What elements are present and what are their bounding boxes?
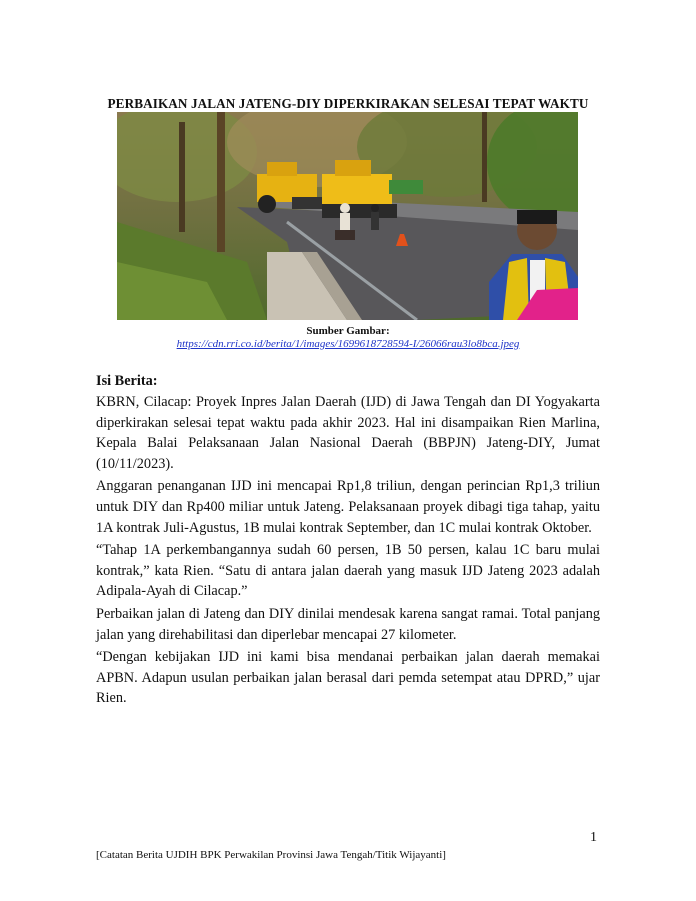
article-paragraph: Perbaikan jalan di Jateng dan DIY dinilai mendesak karena sangat ramai. Total panjang jalan yang direhabilitasi dan diperlebar mencapai 27 kilometer.: [96, 605, 600, 643]
page-title: PERBAIKAN JALAN JATENG-DIY DIPERKIRAKAN SELESAI TEPAT WAKTU: [107, 96, 589, 111]
section-heading: Isi Berita:: [96, 373, 158, 389]
article-body: [96, 392, 600, 711]
news-photo: [117, 112, 578, 320]
article-paragraph: Anggaran penanganan IJD ini mencapai Rp1,8 triliun, dengan perincian Rp1,3 triliun untuk DIY dan Rp400 miliar untuk Jateng. Pelaksanaan proyek dibagi tiga tahap, yaitu 1A kontrak Juli-Agustus, 1B mulai kontrak September, dan 1C mulai kontrak Oktober.: [96, 478, 600, 536]
road-repair-photo-illustration: [117, 112, 578, 320]
image-source-label: Sumber Gambar:: [306, 325, 390, 337]
article-paragraph: KBRN, Cilacap: Proyek Inpres Jalan Daerah (IJD) di Jawa Tengah dan DI Yogyakarta diperkirakan selesai tepat waktu pada akhir 2023. Hal ini disampaikan Rien Marlina, Kepala Balai Pelaksanaan Jalan Nasional Daerah (BBPJN) Jateng-DIY, Jumat (10/11/2023).: [96, 394, 600, 472]
image-source-link[interactable]: https://cdn.rri.co.id/berita/1/images/1699618728594-I/26066rau3lo8bca.jpeg: [176, 338, 520, 350]
article-paragraph: “Dengan kebijakan IJD ini kami bisa mendanai perbaikan jalan daerah memakai APBN. Adapun usulan perbaikan jalan berasal dari pemda setempat atau DPRD,” ujar Rien.: [96, 649, 600, 707]
footer-note: [Catatan Berita UJDIH BPK Perwakilan Provinsi Jawa Tengah/Titik Wijayanti]: [96, 849, 446, 861]
article-paragraph: “Tahap 1A perkembangannya sudah 60 persen, 1B 50 persen, kalau 1C baru mulai kontrak,” kata Rien. “Satu di antara jalan daerah yang masuk IJD Jateng 2023 adalah Adipala-Ayah di Cilacap.”: [96, 542, 600, 600]
page-number: 1: [590, 830, 597, 845]
